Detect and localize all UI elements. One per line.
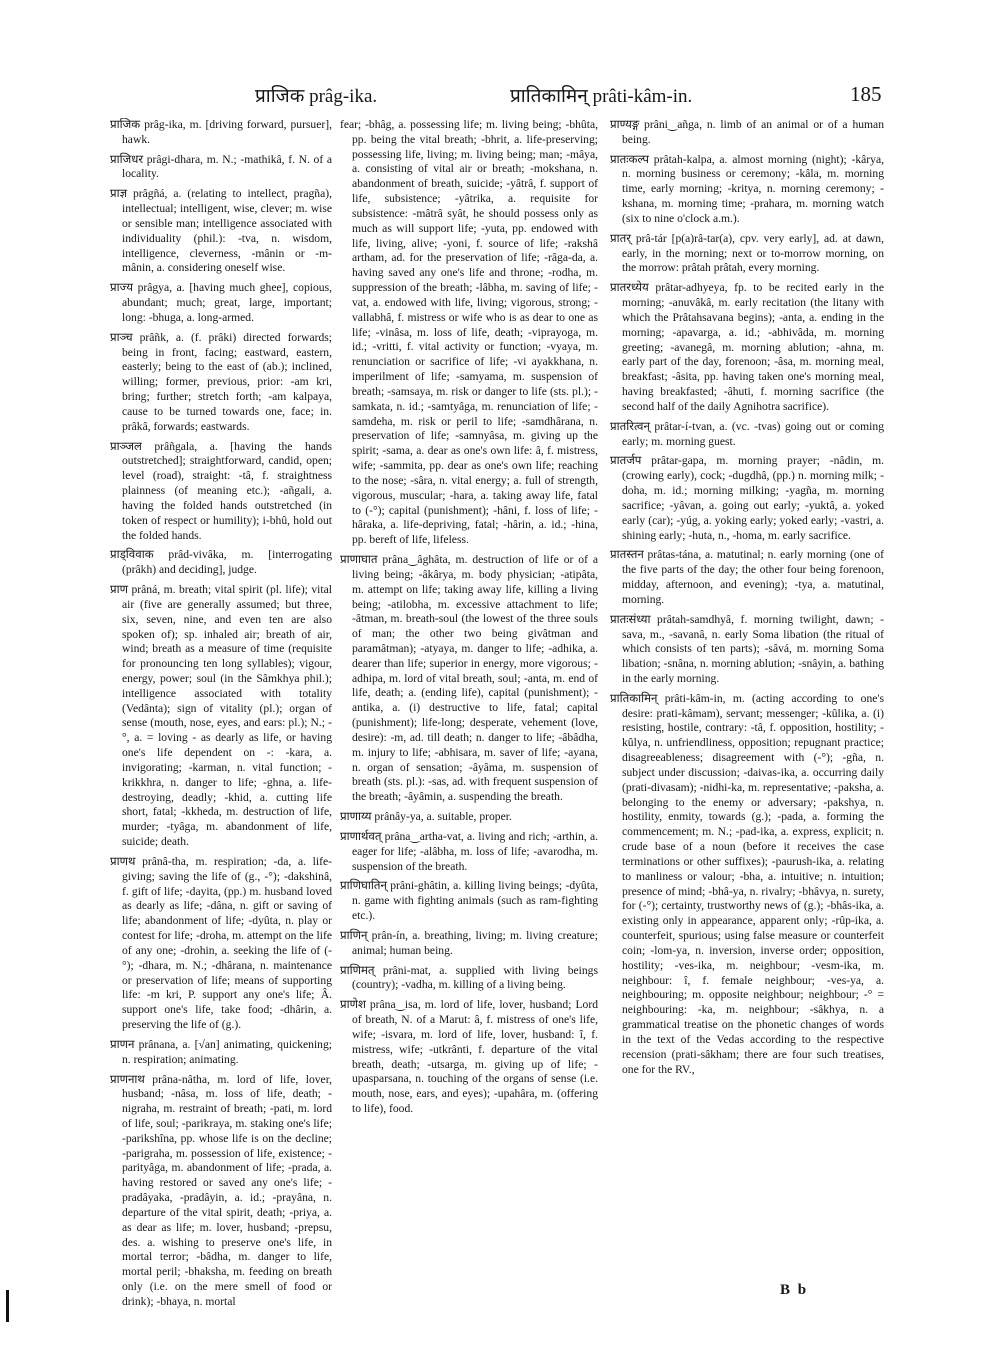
dictionary-entry: प्राञ्जल prâñgala, a. [having the hands outstretched]; straightforward, candid, open; level (road), straight: -tâ, f. straightness plainness (of meaning etc.); -añgali, a. having the folded hands outstretched (in token of respect or humility); i-bhû, hold out the folded hands. <box>110 439 332 542</box>
dictionary-entry: प्राण्यङ्ग prâni‿añga, n. limb of an animal or of a human being. <box>610 118 884 146</box>
dictionary-entry: प्राणार्थवत् prâna‿artha-vat, a. living and rich; -arthin, a. eager for life; -alâbha, m. loss of life; -avarodha, m. suspension of the breath. <box>340 829 598 873</box>
dictionary-entry: प्राजिधर prâgi-dhara, m. N.; -mathikâ, f. N. of a locality. <box>110 152 332 181</box>
dictionary-entry: प्रातस्तन prâtas-tána, a. matutinal; n. early morning (one of the five parts of the day; the other four being forenoon, midday, afternoon, and evening); -tya, a. matutinal, morning. <box>610 548 884 606</box>
dictionary-entry: प्राज्य prâgya, a. [having much ghee], copious, abundant; much; great, large, important; long: -bhuga, a. long-armed. <box>110 281 332 324</box>
dictionary-entry: प्रातरध्येय prâtar-adhyeya, fp. to be recited early in the morning; -anuvâkâ, m. early recitation (the litany with which the Prâtahsavana begins); -anta, a. ending in the morning; -apavarga, a. id.; -abhivâda, m. morning greeting; -avanegâ, m. morning ablution; -ahna, m. early part of the day, forenoon; -âsa, m. morning meal, breakfast; -âsita, pp. having taken one's morning meal, having breakfasted; -âhuti, f. morning sacrifice (the second half of the daily Agnihotra sacrifice). <box>610 281 884 413</box>
dictionary-entry: प्रातर्जप prâtar-gapa, m. morning prayer; -nâdin, m. (crowing early), cock; -dugdhâ, (pp.) n. morning milk; -doha, m. id.; morning milking; -yagña, m. morning sacrifice; -yâvan, a. going out early; -yuktâ, a. yoked early (car); -yúg, a. yoking early; yoked early; -vastri, a. shining early; -huta, n., -homa, m. early sacrifice. <box>610 454 884 542</box>
left-running-headword: प्राजिक prâg-ika. <box>255 86 378 107</box>
column-1 <box>110 118 332 1332</box>
dictionary-entry: प्राज्ञ prâgñá, a. (relating to intellect, pragña), intellectual; intelligent, wise, clever; m. wise or sensible man; intelligence associated with individuality (phil.): -tva, n. wisdom, intelligence, cleverness, -mânin or -m-mânin, a. considering oneself wise. <box>110 187 332 275</box>
column-3 <box>610 118 884 1332</box>
dictionary-entry: प्रातर् prâ-tár [p(a)râ-tar(a), cpv. very early], ad. at dawn, early, in the morning; next or to-morrow morning, on the morrow: prâtah prâtah, every morning. <box>610 231 884 275</box>
dictionary-entry: प्राणाय्य prânây-ya, a. suitable, proper. <box>340 810 512 824</box>
printer-signature-mark: B b <box>780 1282 809 1298</box>
dictionary-entry: प्राणाघात prâna‿âghâta, m. destruction of life or of a living being; -âkârya, m. body physician; -atipâta, m. attempt on life; taking away life, killing a living being; -atilobha, m. excessive attachment to life; -âtman, m. breath-soul (the lowest of the three souls of man; the other two being givâtman and paramâtman); -atyaya, m. danger to life; -adhika, a. dearer than life; superior in energy, more vigorous; -adhipa, m. lord of vital breath, soul; -anta, m. end of life, death; a. (ending life), capital (punishment); -antika, a. (i) destructive to life, fatal; capital (punishment); life-long; desperate, vehement (love, desire): -m, ad. till death; n. danger to life; -âbâdha, m. injury to life; -abhisara, m. saver of life; -ayana, n. organ of sensation; -âyâma, m. suspension of breath (sts. pl.): -sas, ad. with frequent suspension of the breath; -âyâmin, a. suspending the breath. <box>340 553 598 804</box>
dictionary-entry: प्रातरित्वन् prâtar-í-tvan, a. (vc. -tvas) going out or coming early; m. morning guest. <box>610 419 884 448</box>
dictionary-entry: प्राणन prânana, a. [√an] animating, quickening; n. respiration; animating. <box>110 1037 332 1066</box>
margin-mark <box>6 1290 9 1322</box>
dictionary-entry: प्रातिकामिन् prâti-kâm-in, m. (acting according to one's desire: prati-kâmam), servant; messenger; -kûlika, a. (i) resisting, hostile, contrary: -tâ, f. opposition, hostility; -kûlya, n. unfriendliness, opposition; repugnant practice; disagreeableness; disagreement with (-°); -gña, n. subject under discussion; -daivas-ika, a. occurring daily (prati-divasam); -nidhi-ka, m. representative; -paksha, a. belonging to the enemy or adversary; -pakshya, n. hostility, enmity, towards (g.); -pada, a. forming the commencement; m. N.; -pad-ika, a. express, explicit; n. crude base of a noun (before it receives the case terminations or other suffixes); -paurush-ika, a. relating to manliness or valour; -bha, a. intuitive; n. intuition; presence of mind; -bhâ-ya, n. rivalry; -bhâvya, n. surety, for (-°); certainty, trustworthy news of (g.); -bhâs-ika, a. existing only in appearance, apparent only; -rûp-ika, a. counterfeit, spurious; using false measure or counterfeit coin; -lom-ya, n. inversion, inverse order; opposition, hostility; -ves-ika, m. neighbour; -vesm-ika, m. neighbour: î, f. female neighbour; -ves-ya, a. neighbouring; m. opposite neighbour; neighbour; -° = neighbouring: -ka, m. neighbour; -sâkhya, n. a grammatical treatise on the phonetic changes of words in the text of the Vedas according to the respective recension (prati-sâkham; there are four such treatises, one for the RV., <box>610 691 884 1076</box>
dictionary-entry: प्राञ्च prâñk, a. (f. prâki) directed forwards; being in front, facing; eastward, eastern, easterly; being to the east of (ab.); inclined, willing; former, previous, prior: -am kri, bring; further; stretch forth; -am kalpaya, cause to be turned towards one, face; in. prâkâ, forwards; eastwards. <box>110 330 332 433</box>
right-running-headword: प्रातिकामिन् prâti-kâm-in. <box>510 86 693 107</box>
dictionary-entry: प्राणिघातिन् prâni-ghâtin, a. killing living beings; -dyûta, n. game with fighting animals (such as ram-fighting etc.). <box>340 879 598 923</box>
page-number: 185 <box>850 82 882 106</box>
dictionary-entry: fear; -bhâg, a. possessing life; m. living being; -bhûta, pp. being the vital breath; -bhrit, a. life-preserving; possessing life, living; m. living being; man; -mâya, a. consisting of vital air or breath; -mokshana, n. abandonment of breath, suicide; -yâtrâ, f. support of life, subsistence; -yâtrika, a. requisite for subsistence: -mâtrâ syât, he should possess only as much as will support life; -yuta, pp. endowed with life, living, alive; -yoni, f. source of life; -rakshâ artham, ad. for the preservation of life; -râga-da, a. having saved any one's life and throne; -rodha, m. suppression of the breath; -lâbha, m. saving of life; -vat, a. endowed with life, living; vigorous, strong; -vallabhâ, f. mistress or wife who is as dear to one as life; -vinâsa, m. loss of life, death; -viprayoga, m. id.; -vritti, f. vital activity or function; -vyaya, m. renunciation or sacrifice of life; -vi ayakkhana, n. imperilment of life; -samyama, m. suspension of breath; -samsaya, m. risk or danger to life (sts. pl.); -samkata, n. id.; -samtyâga, m. renunciation of life; -samdeha, m. risk or peril to life; -samdhârana, n. preservation of life; -samnyâsa, m. giving up the spirit; -sama, a. dear as one's own life: â, f. mistress, wife; -sammita, pp. dear as one's own life; reaching to the nose; -sâra, n. vital energy; a. full of strength, vigorous, muscular; -hara, a. taking away life, fatal to (-°); capital (punishment); -hâni, f. loss of life; -hâraka, a. life-depriving, fatal; -hârin, a. id.; -hina, pp. bereft of life, lifeless. <box>340 118 598 547</box>
dictionary-entry: प्राणिन् prân-ín, a. breathing, living; m. living creature; animal; human being. <box>340 928 598 957</box>
dictionary-entry: प्राणनाथ prâna-nâtha, m. lord of life, lover, husband; -nâsa, m. loss of life, death; -nigraha, m. restraint of breath; -pati, m. lord of life, soul; -parikraya, m. staking one's life; -parikshîna, pp. whose life is on the decline; -parigraha, m. possession of life, existence; -parityâga, m. abandonment of life; -prada, a. having restored or saved any one's life; -pradâyaka, -pradâyin, a. id.; -prayâna, n. departure of the vital spirit, death; -priya, a. as dear as life; m. lover, husband; -prepsu, des. a. wishing to preserve one's life, in mortal terror; -bâdha, m. danger to life, mortal peril; -bhaksha, m. feeding on breath only (i.e. on the mere smell of food or drink); -bhaya, n. mortal <box>110 1072 332 1308</box>
dictionary-entry: प्राणेश prâna‿isa, m. lord of life, lover, husband; Lord of breath, N. of a Marut: â, f. mistress of one's life, wife; -isvara, m. lord of life, lover, husband: î, f. mistress, wife; -utkrânti, f. departure of the vital breath, death; -utsarga, m. giving up of life; -upasparsana, n. touching of the organs of sense (i.e. mouth, nose, ears, and eyes); -upahâra, m. (offering to life), food. <box>340 998 598 1115</box>
running-header <box>0 80 1000 114</box>
dictionary-entry: प्राड्विवाक prâd-vivâka, m. [interrogating (prâkh) and deciding], judge. <box>110 548 332 577</box>
dictionary-entry: प्राणिमत् prâni-mat, a. supplied with living beings (country); -vadha, m. killing of a living being. <box>340 963 598 992</box>
dictionary-entry: प्रातःसंध्या prâtah-samdhyâ, f. morning twilight, dawn; -sava, m., -savanâ, n. early Soma libation (the ritual of which consists of ten parts); -sâvá, m. morning Soma libation; -snâna, n. morning ablution; -snâyin, a. bathing in the early morning. <box>610 612 884 685</box>
column-2 <box>340 118 598 1332</box>
dictionary-entry: प्रातःकल्प prâtah-kalpa, a. almost morning (night); -kârya, n. morning business or ceremony; -kâla, m. morning time, early morning; -kritya, n. morning ceremony; -kshana, m. morning time; -prahara, m. morning watch (six to nine o'clock a.m.). <box>610 152 884 225</box>
dictionary-entry: प्राणथ prânâ-tha, m. respiration; -da, a. life-giving; saving the life of (g., -°); -dakshinâ, f. gift of life; -dayita, (pp.) m. husband loved as dearly as life; -dâna, n. gift or saving of life; abandonment of life; -dyûta, n. play or contest for life; -droha, m. attempt on the life of any one; -drohin, a. seeking the life of (-°); -dhara, m. N.; -dhârana, n. maintenance or preservation of life; means of supporting life: -m kri, P. support any one's life; Â. support one's life, take food; -dhârin, a. preserving the life of (g.). <box>110 854 332 1032</box>
dictionary-entry: प्राण prâná, m. breath; vital spirit (pl. life); vital air (five are generally assumed; but three, six, seven, nine, and even ten are also spoken of); sp. inhaled air; breath of air, wind; breath as a measure of time (requisite for pronouncing ten long syllables); vigour, energy, power; soul (in the Sâmkhya phil.); intelligence associated with totality (Vedânta); sign of vitality (pl.); organ of sense (mouth, nose, eyes, and ears: pl.); N.; -°, a. = loving - as dearly as life, or having one's life dependent on -: -kara, a. invigorating; -karman, n. vital function; -krikkhra, n. danger to life; -ghna, a. life-destroying, deadly; -khid, a. cutting life short, fatal; -kkheda, m. destruction of life, murder; -tyâga, m. abandonment of life, suicide; death. <box>110 583 332 849</box>
dictionary-entry: प्राजिक prâg-ika, m. [driving forward, pursuer], hawk. <box>110 118 332 146</box>
